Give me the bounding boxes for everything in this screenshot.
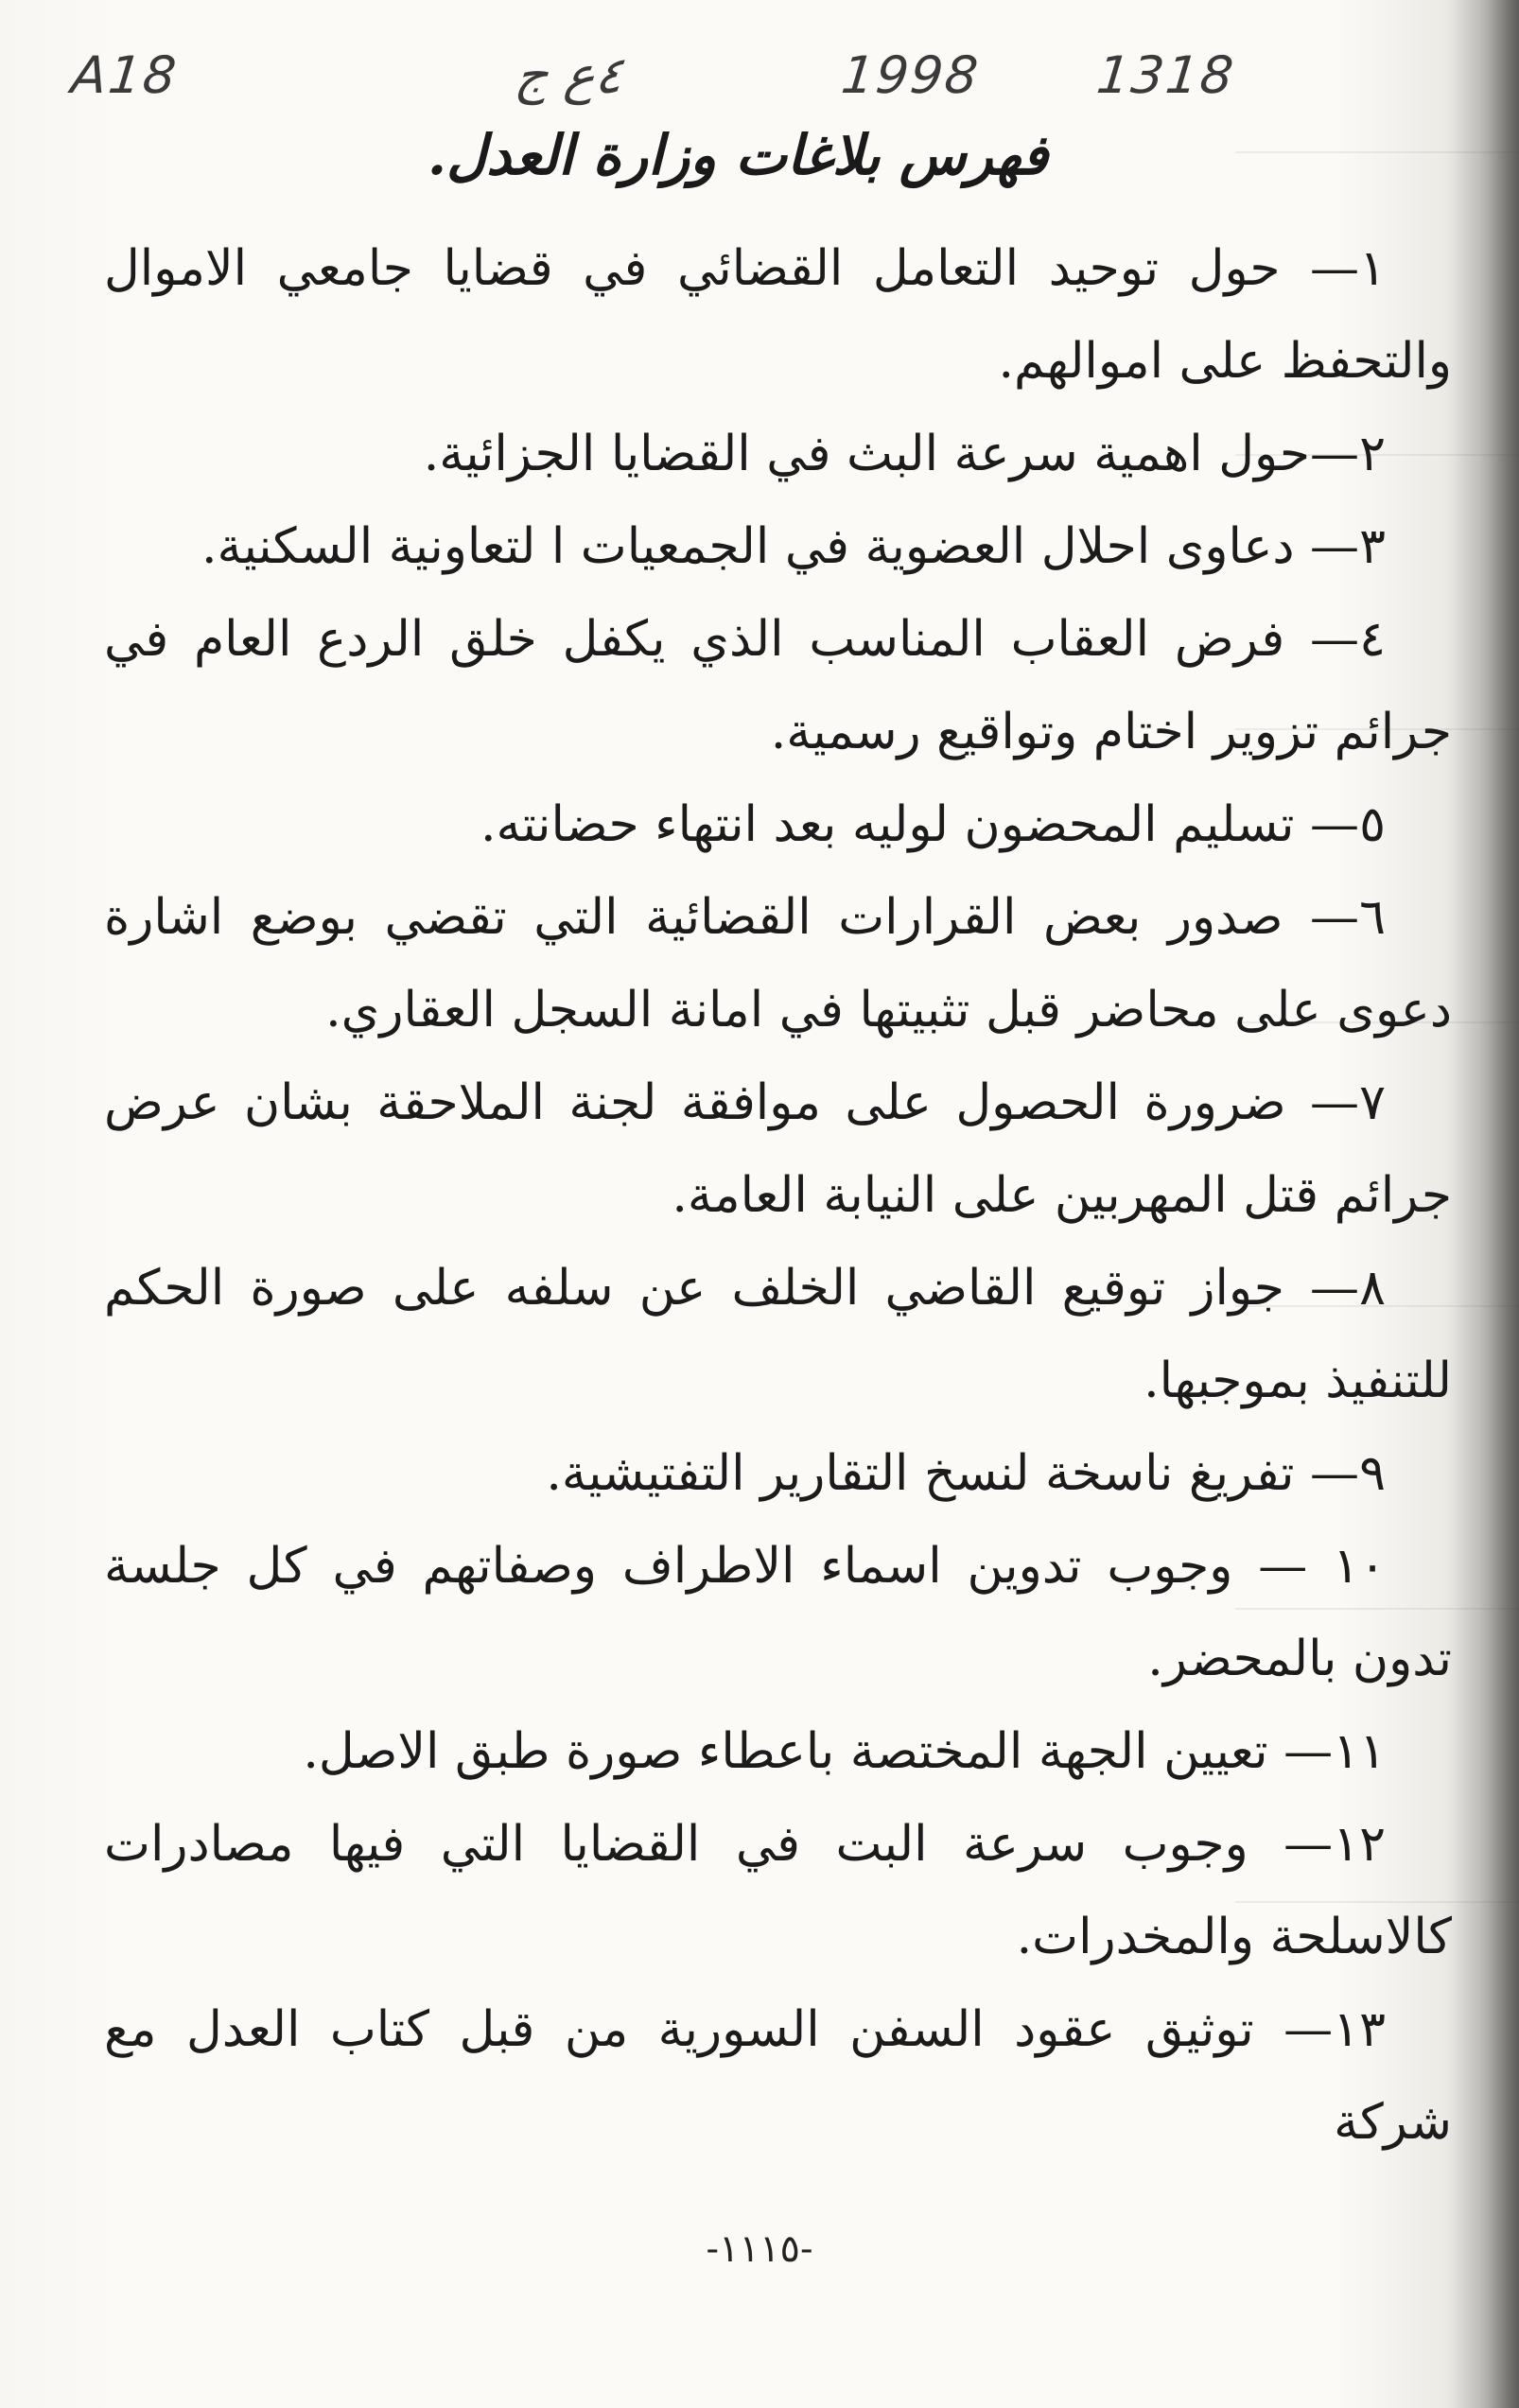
- list-item: ١٢— وجوب سرعة البت في القضايا التي فيها مصادرات كالاسلحة والمخدرات.: [104, 1816, 1452, 1965]
- list-item: ٧— ضرورة الحصول على موافقة لجنة الملاحقة بشان عرض جرائم قتل المهربين على النيابة العامة.: [104, 1074, 1452, 1224]
- bleed-through-line: [1235, 151, 1519, 170]
- handwritten-note-left: A18: [68, 45, 181, 105]
- handwritten-note-word: ٤ع ج: [512, 45, 626, 105]
- list-item: ٣— دعاوى احلال العضوية في الجمعيات ا لتعاونية السكنية.: [201, 518, 1386, 575]
- book-spine-shadow: [1453, 0, 1519, 2408]
- page-number: -١١١٥-: [706, 2227, 813, 2271]
- list-item: ٩— تفريغ ناسخة لنسخ التقارير التفتيشية.: [546, 1445, 1386, 1502]
- list-item: ٢—حول اهمية سرعة البث في القضايا الجزائية.: [423, 426, 1386, 482]
- list-item: ٦— صدور بعض القرارات القضائية التي تقضي بوضع اشارة دعوى على محاضر قبل تثبيتها في امانة السجل العقاري.: [104, 889, 1452, 1038]
- list-item: ١٠ — وجوب تدوين اسماء الاطراف وصفاتهم في كل جلسة تدون بالمحضر.: [104, 1538, 1452, 1687]
- list-item: ٨— جواز توقيع القاضي الخلف عن سلفه على صورة الحكم للتنفيذ بموجبها.: [104, 1260, 1452, 1409]
- list-item: ١— حول توحيد التعامل القضائي في قضايا جامعي الاموال والتحفظ على اموالهم.: [104, 240, 1452, 390]
- index-list: [104, 222, 1452, 2169]
- list-item: ٤— فرض العقاب المناسب الذي يكفل خلق الردع العام في جرائم تزوير اختام وتواقيع رسمية.: [104, 611, 1452, 760]
- list-item: ١١— تعيين الجهة المختصة باعطاء صورة طبق الاصل.: [303, 1723, 1386, 1780]
- page-title: فهرس بلاغات وزارة العدل.: [427, 123, 1049, 187]
- handwritten-note-ref: 1318: [1093, 45, 1238, 105]
- handwritten-note-year: 1998: [838, 45, 983, 105]
- list-item: ١٣— توثيق عقود السفن السورية من قبل كتاب العدل مع شركة: [104, 2001, 1452, 2151]
- list-item: ٥— تسليم المحضون لوليه بعد انتهاء حضانته.: [480, 796, 1386, 853]
